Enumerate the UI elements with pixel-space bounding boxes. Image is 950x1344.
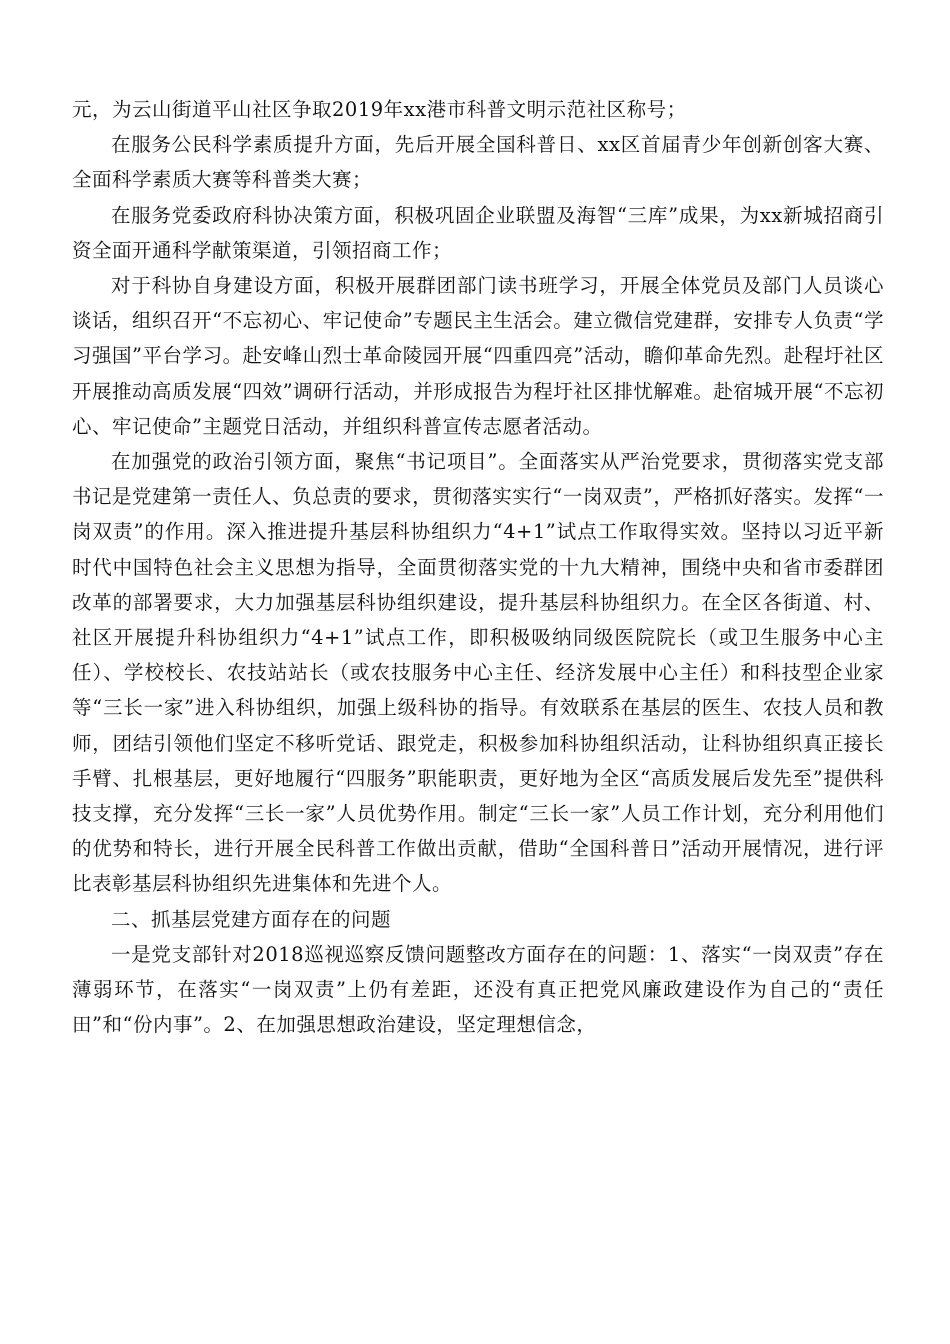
paragraph-decision-service: 在服务党委政府科协决策方面，积极巩固企业联盟及海智“三库”成果，为xx新城招商引资全面开通科学献策渠道，引领招商工作； <box>72 203 884 262</box>
section-heading-problems: 二、抓基层党建方面存在的问题 <box>111 907 392 931</box>
paragraph-self-building: 对于科协自身建设方面，积极开展群团部门读书班学习，开展全体党员及部门人员谈心谈话，组织召开“不忘初心、牢记使命”专题民主生活会。建立微信党建群，安排专人负责“学习强国”平台学习。赴安峰山烈士革命陵园开展“四重四亮”活动，瞻仰革命先烈。赴程圩社区开展推动高质发展“四效”调研行活动，并形成报告为程圩社区排忧解难。赴宿城开展“不忘初心、牢记使命”主题党日活动，并组织科普宣传志愿者活动。 <box>72 274 884 438</box>
paragraph-continuation: 元，为云山街道平山社区争取2019年xx港市科普文明示范社区称号； <box>72 98 687 121</box>
document-page <box>72 92 884 1042</box>
paragraph-political-guidance: 在加强党的政治引领方面，聚焦“书记项目”。全面落实从严治党要求，贯彻落实党支部书记是党建第一责任人、负总责的要求，贯彻落实实行“一岗双责”，严格抓好落实。发挥“一岗双责”的作用。深入推进提升基层科协组织力“4+1”试点工作取得实效。坚持以习近平新时代中国特色社会主义思想为指导，全面贯彻落实党的十九大精神，围绕中央和省市委群团改革的部署要求，大力加强基层科协组织建设，提升基层科协组织力。在全区各街道、村、社区开展提升科协组织力“4+1”试点工作，即积极吸纳同级医院院长（或卫生服务中心主任）、学校校长、农技站站长（或农技服务中心主任、经济发展中心主任）和科技型企业家等“三长一家”进入科协组织，加强上级科协的指导。有效联系在基层的医生、农技人员和教师，团结引领他们坚定不移听党话、跟党走，积极参加科协组织活动，让科协组织真正接长手臂、扎根基层，更好地履行“四服务”职能职责，更好地为全区“高质发展后发先至”提供科技支撑，充分发挥“三长一家”人员优势作用。制定“三长一家”人员工作计划，充分利用他们的优势和特长，进行开展全民科普工作做出贡献，借助“全国科普日”活动开展情况，进行评比表彰基层科协组织先进集体和先进个人。 <box>72 450 884 896</box>
paragraph-science-literacy: 在服务公民科学素质提升方面，先后开展全国科普日、xx区首届青少年创新创客大赛、全面科学素质大赛等科普类大赛； <box>72 133 884 192</box>
paragraph-rectification-issues: 一是党支部针对2018巡视巡察反馈问题整改方面存在的问题：1、落实“一岗双责”存在薄弱环节，在落实“一岗双责”上仍有差距，还没有真正把党风廉政建设作为自己的“责任田”和“份内事”。2、在加强思想政治建设，坚定理想信念， <box>72 942 884 1037</box>
